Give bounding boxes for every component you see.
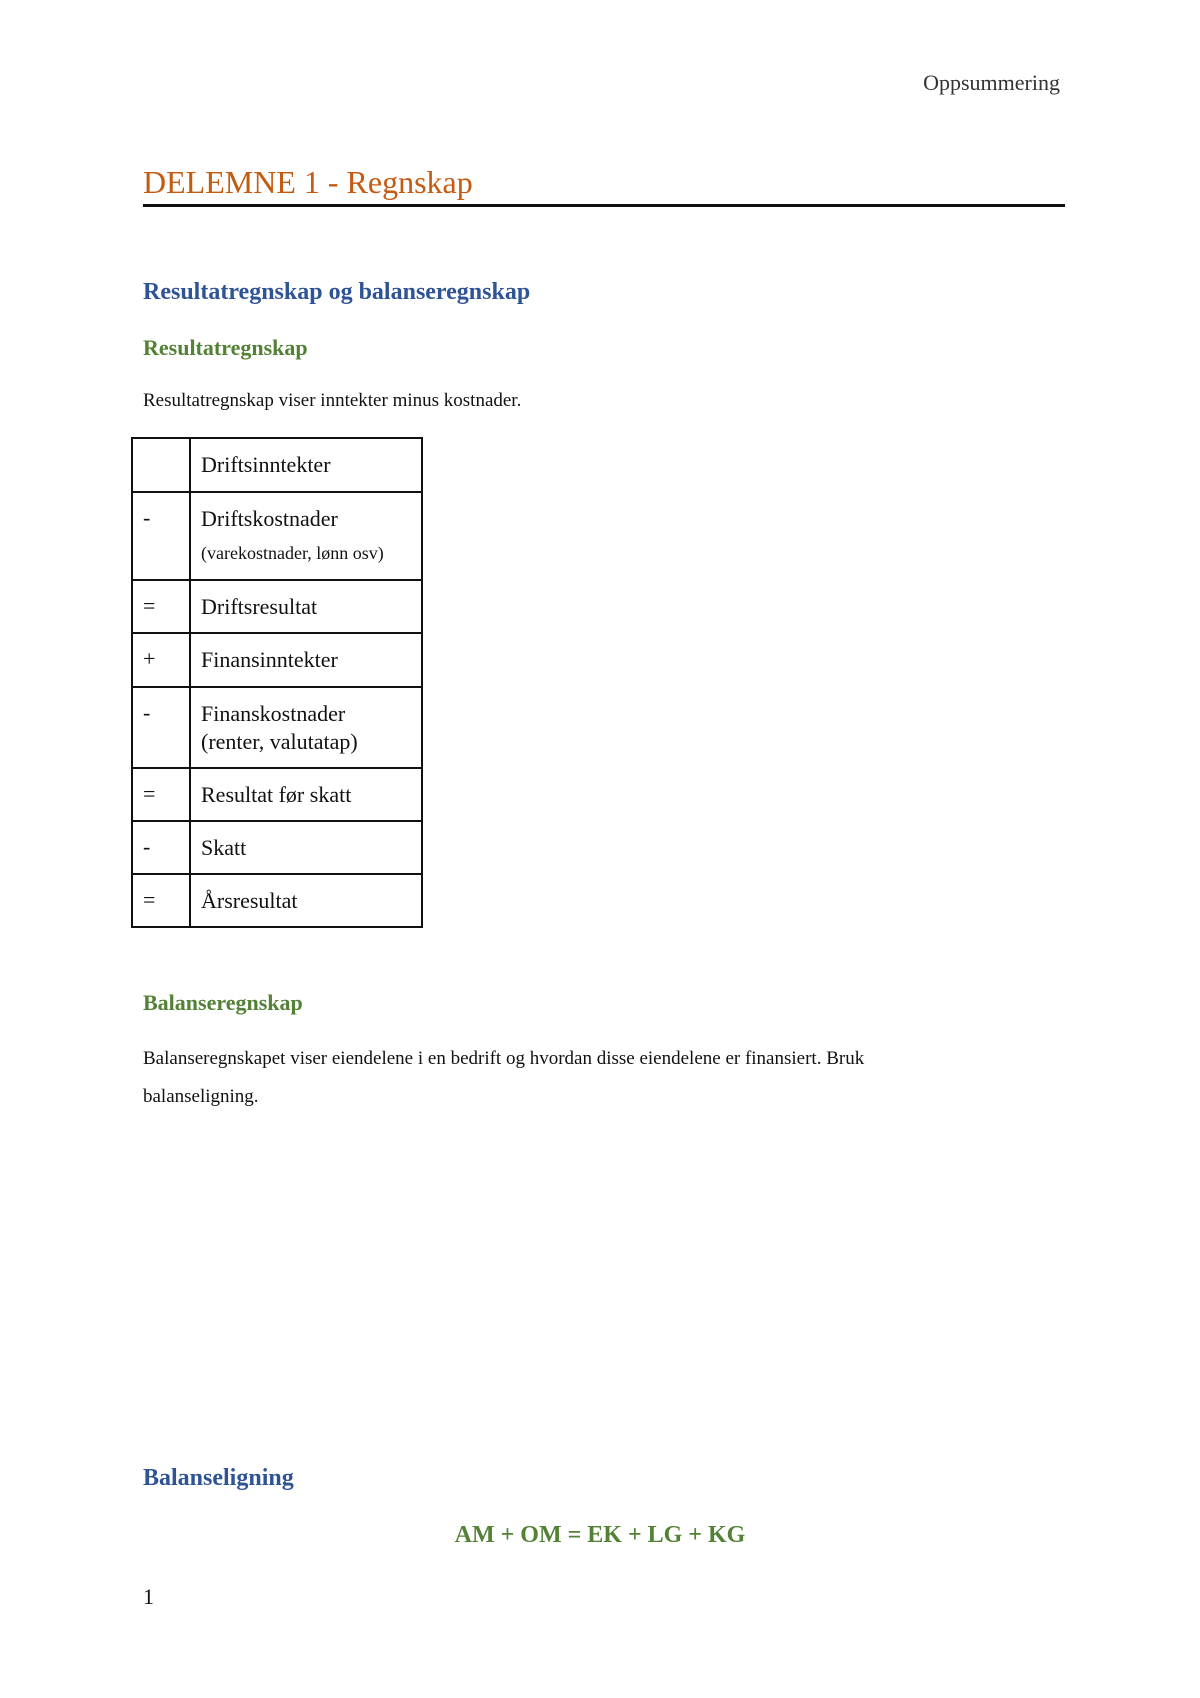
table-label <box>190 580 422 633</box>
subsection-heading-balance: Balanseregnskap <box>143 990 303 1015</box>
balance-equation-heading: Balanseligning <box>143 1465 294 1491</box>
table-operator: - <box>132 492 190 580</box>
table-operator: + <box>132 633 190 687</box>
table-operator: - <box>132 821 190 874</box>
table-label-text: Årsresultat <box>201 888 298 913</box>
document-title: DELEMNE 1 - Regnskap <box>143 164 473 200</box>
balance-text-line: balanseligning. <box>143 1086 259 1107</box>
table-label <box>190 492 422 580</box>
table-label-text: Finanskostnader (renter, valutatap) <box>201 701 358 754</box>
table-operator: = <box>132 580 190 633</box>
table-label <box>190 874 422 927</box>
title-block <box>143 165 1065 207</box>
table-operator: = <box>132 768 190 821</box>
section-heading: Resultatregnskap og balanseregnskap <box>143 279 531 305</box>
subsection-heading-result: Resultatregnskap <box>143 335 308 360</box>
table-row <box>132 492 422 580</box>
table-label <box>190 821 422 874</box>
table-label-note: (varekostnader, lønn osv) <box>201 543 384 563</box>
table-operator: - <box>132 687 190 768</box>
table-operator <box>132 438 190 492</box>
running-header: Oppsummering <box>923 70 1060 95</box>
table-label <box>190 687 422 768</box>
table-row <box>132 633 422 687</box>
result-intro-text: Resultatregnskap viser inntekter minus kostnader. <box>143 390 522 411</box>
table-label-text: Driftsinntekter <box>201 452 331 477</box>
balance-text-line: Balanseregnskapet viser eiendelene i en bedrift og hvordan disse eiendelene er finansiert. Bruk <box>143 1048 865 1069</box>
table-operator: = <box>132 874 190 927</box>
balance-text <box>143 1040 1063 1116</box>
table-row <box>132 438 422 492</box>
table-label-text: Resultat før skatt <box>201 782 352 807</box>
table-label <box>190 768 422 821</box>
result-table <box>131 437 423 928</box>
balance-equation: AM + OM = EK + LG + KG <box>454 1522 746 1548</box>
table-row <box>132 687 422 768</box>
table-label-text: Skatt <box>201 835 247 860</box>
table-row <box>132 580 422 633</box>
table-row <box>132 768 422 821</box>
table-label <box>190 438 422 492</box>
table-label-text: Finansinntekter <box>201 647 338 672</box>
table-row <box>132 874 422 927</box>
table-label <box>190 633 422 687</box>
table-label-text: Driftskostnader <box>201 506 338 531</box>
page-number: 1 <box>143 1584 154 1609</box>
table-row <box>132 821 422 874</box>
table-label-text: Driftsresultat <box>201 594 318 619</box>
